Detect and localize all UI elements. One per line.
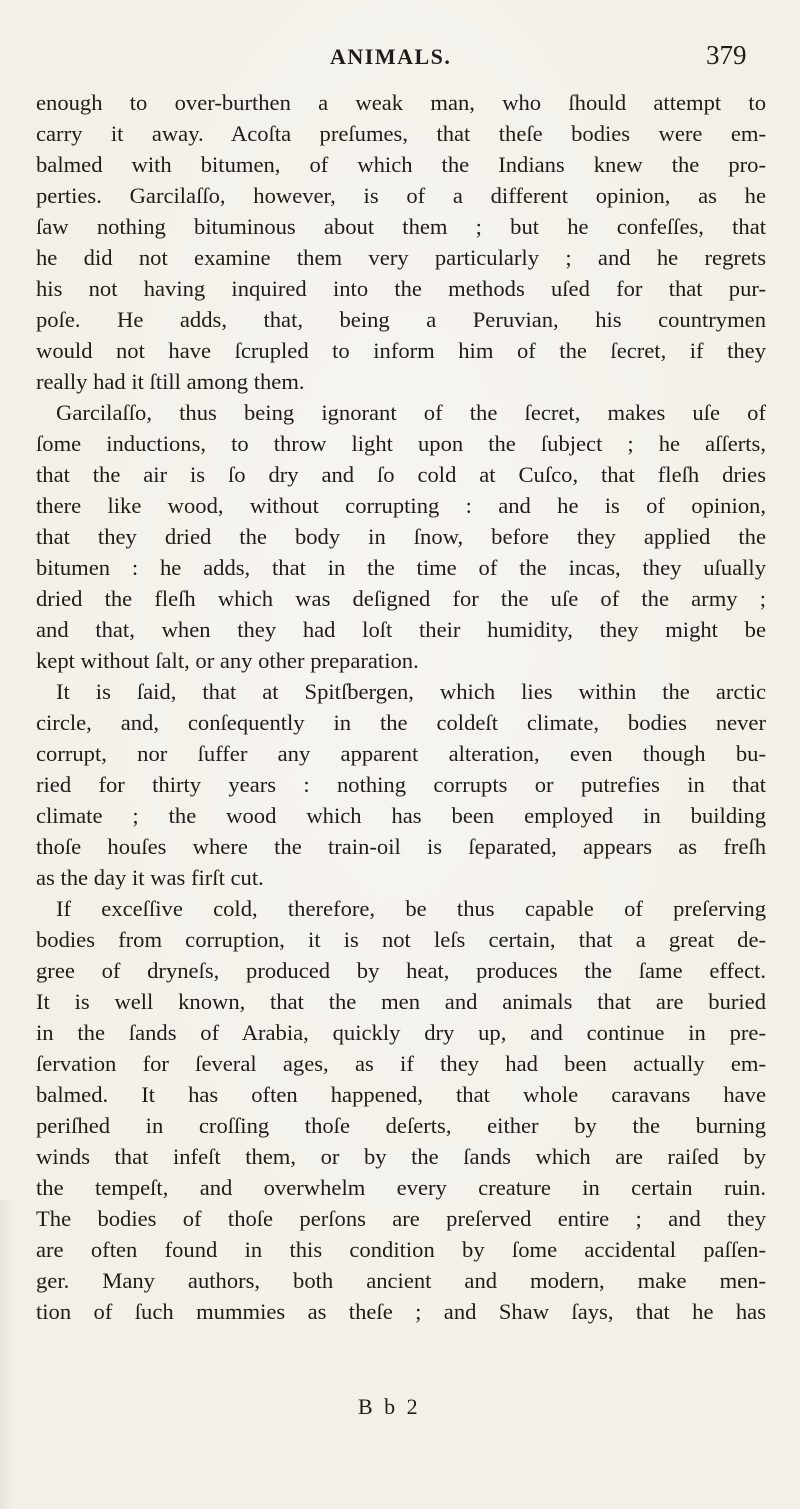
text-line: climate ; the wood which has been employed in building (36, 803, 766, 828)
text-line: ſome inductions, to throw light upon the ſubject ; he aſſerts, (36, 431, 766, 456)
text-line: that the air is ſo dry and ſo cold at Cuſco, that fleſh dries (36, 462, 766, 487)
text-line: winds that infeſt them, or by the ſands which are raiſed by (36, 1144, 766, 1169)
text-line: It is well known, that the men and animals that are buried (36, 989, 766, 1014)
text-line: that they dried the body in ſnow, before they applied the (36, 524, 766, 549)
text-line: tion of ſuch mummies as theſe ; and Shaw ſays, that he has (36, 1299, 766, 1324)
text-line: The bodies of thoſe perſons are preſerved entire ; and they (36, 1206, 766, 1231)
text-line: he did not examine them very particularly ; and he regrets (36, 245, 766, 270)
text-line: there like wood, without corrupting : and he is of opinion, (36, 493, 766, 518)
page-header (0, 40, 800, 84)
text-line: and that, when they had loſt their humidity, they might be (36, 617, 766, 642)
text-line: balmed with bitumen, of which the Indians knew the pro- (36, 152, 766, 177)
text-line: thoſe houſes where the train-oil is ſeparated, appears as freſh (36, 834, 766, 859)
text-line: perties. Garcilaſſo, however, is of a different opinion, as he (36, 183, 766, 208)
text-line: periſhed in croſſing thoſe deſerts, either by the burning (36, 1113, 766, 1138)
signature-mark: B b 2 (358, 1394, 421, 1419)
text-line: ſaw nothing bituminous about them ; but he confeſſes, that (36, 214, 766, 239)
text-line: as the day it was firſt cut. (36, 865, 264, 890)
text-line: circle, and, conſequently in the coldeſt climate, bodies never (36, 710, 766, 735)
page-number: 379 (706, 40, 747, 70)
text-line: poſe. He adds, that, being a Peruvian, his countrymen (36, 307, 766, 332)
text-line: the tempeſt, and overwhelm every creature in certain ruin. (36, 1175, 766, 1200)
text-line: If exceſſive cold, therefore, be thus capable of preſerving (56, 896, 766, 921)
text-line: Garcilaſſo, thus being ignorant of the ſecret, makes uſe of (56, 400, 766, 425)
text-line: would not have ſcrupled to inform him of the ſecret, if they (36, 338, 766, 363)
text-line: really had it ſtill among them. (36, 369, 305, 394)
text-line: bodies from corruption, it is not leſs certain, that a great de- (36, 927, 766, 952)
text-line: ger. Many authors, both ancient and modern, make men- (36, 1268, 766, 1293)
text-line: balmed. It has often happened, that whole caravans have (36, 1082, 766, 1107)
text-line: kept without ſalt, or any other preparation. (36, 648, 419, 673)
text-line: carry it away. Acoſta preſumes, that theſe bodies were em- (36, 121, 766, 146)
text-line: dried the fleſh which was deſigned for the uſe of the army ; (36, 586, 766, 611)
text-line: ſervation for ſeveral ages, as if they had been actually em- (36, 1051, 766, 1076)
text-line: his not having inquired into the methods uſed for that pur- (36, 276, 766, 301)
text-line: gree of dryneſs, produced by heat, produces the ſame effect. (36, 958, 766, 983)
text-line: ried for thirty years : nothing corrupts or putrefies in that (36, 772, 766, 797)
text-line: It is ſaid, that at Spitſbergen, which lies within the arctic (56, 679, 766, 704)
text-line: enough to over-burthen a weak man, who ſhould attempt to (36, 90, 766, 115)
text-line: in the ſands of Arabia, quickly dry up, and continue in pre- (36, 1020, 766, 1045)
text-line: are often found in this condition by ſome accidental paſſen- (36, 1237, 766, 1262)
text-line: bitumen : he adds, that in the time of the incas, they uſually (36, 555, 766, 580)
body-text (36, 87, 766, 1327)
text-line: corrupt, nor ſuffer any apparent alteration, even though bu- (36, 741, 766, 766)
page-edge-shadow (0, 1200, 14, 1509)
running-head: ANIMALS. (330, 44, 452, 69)
